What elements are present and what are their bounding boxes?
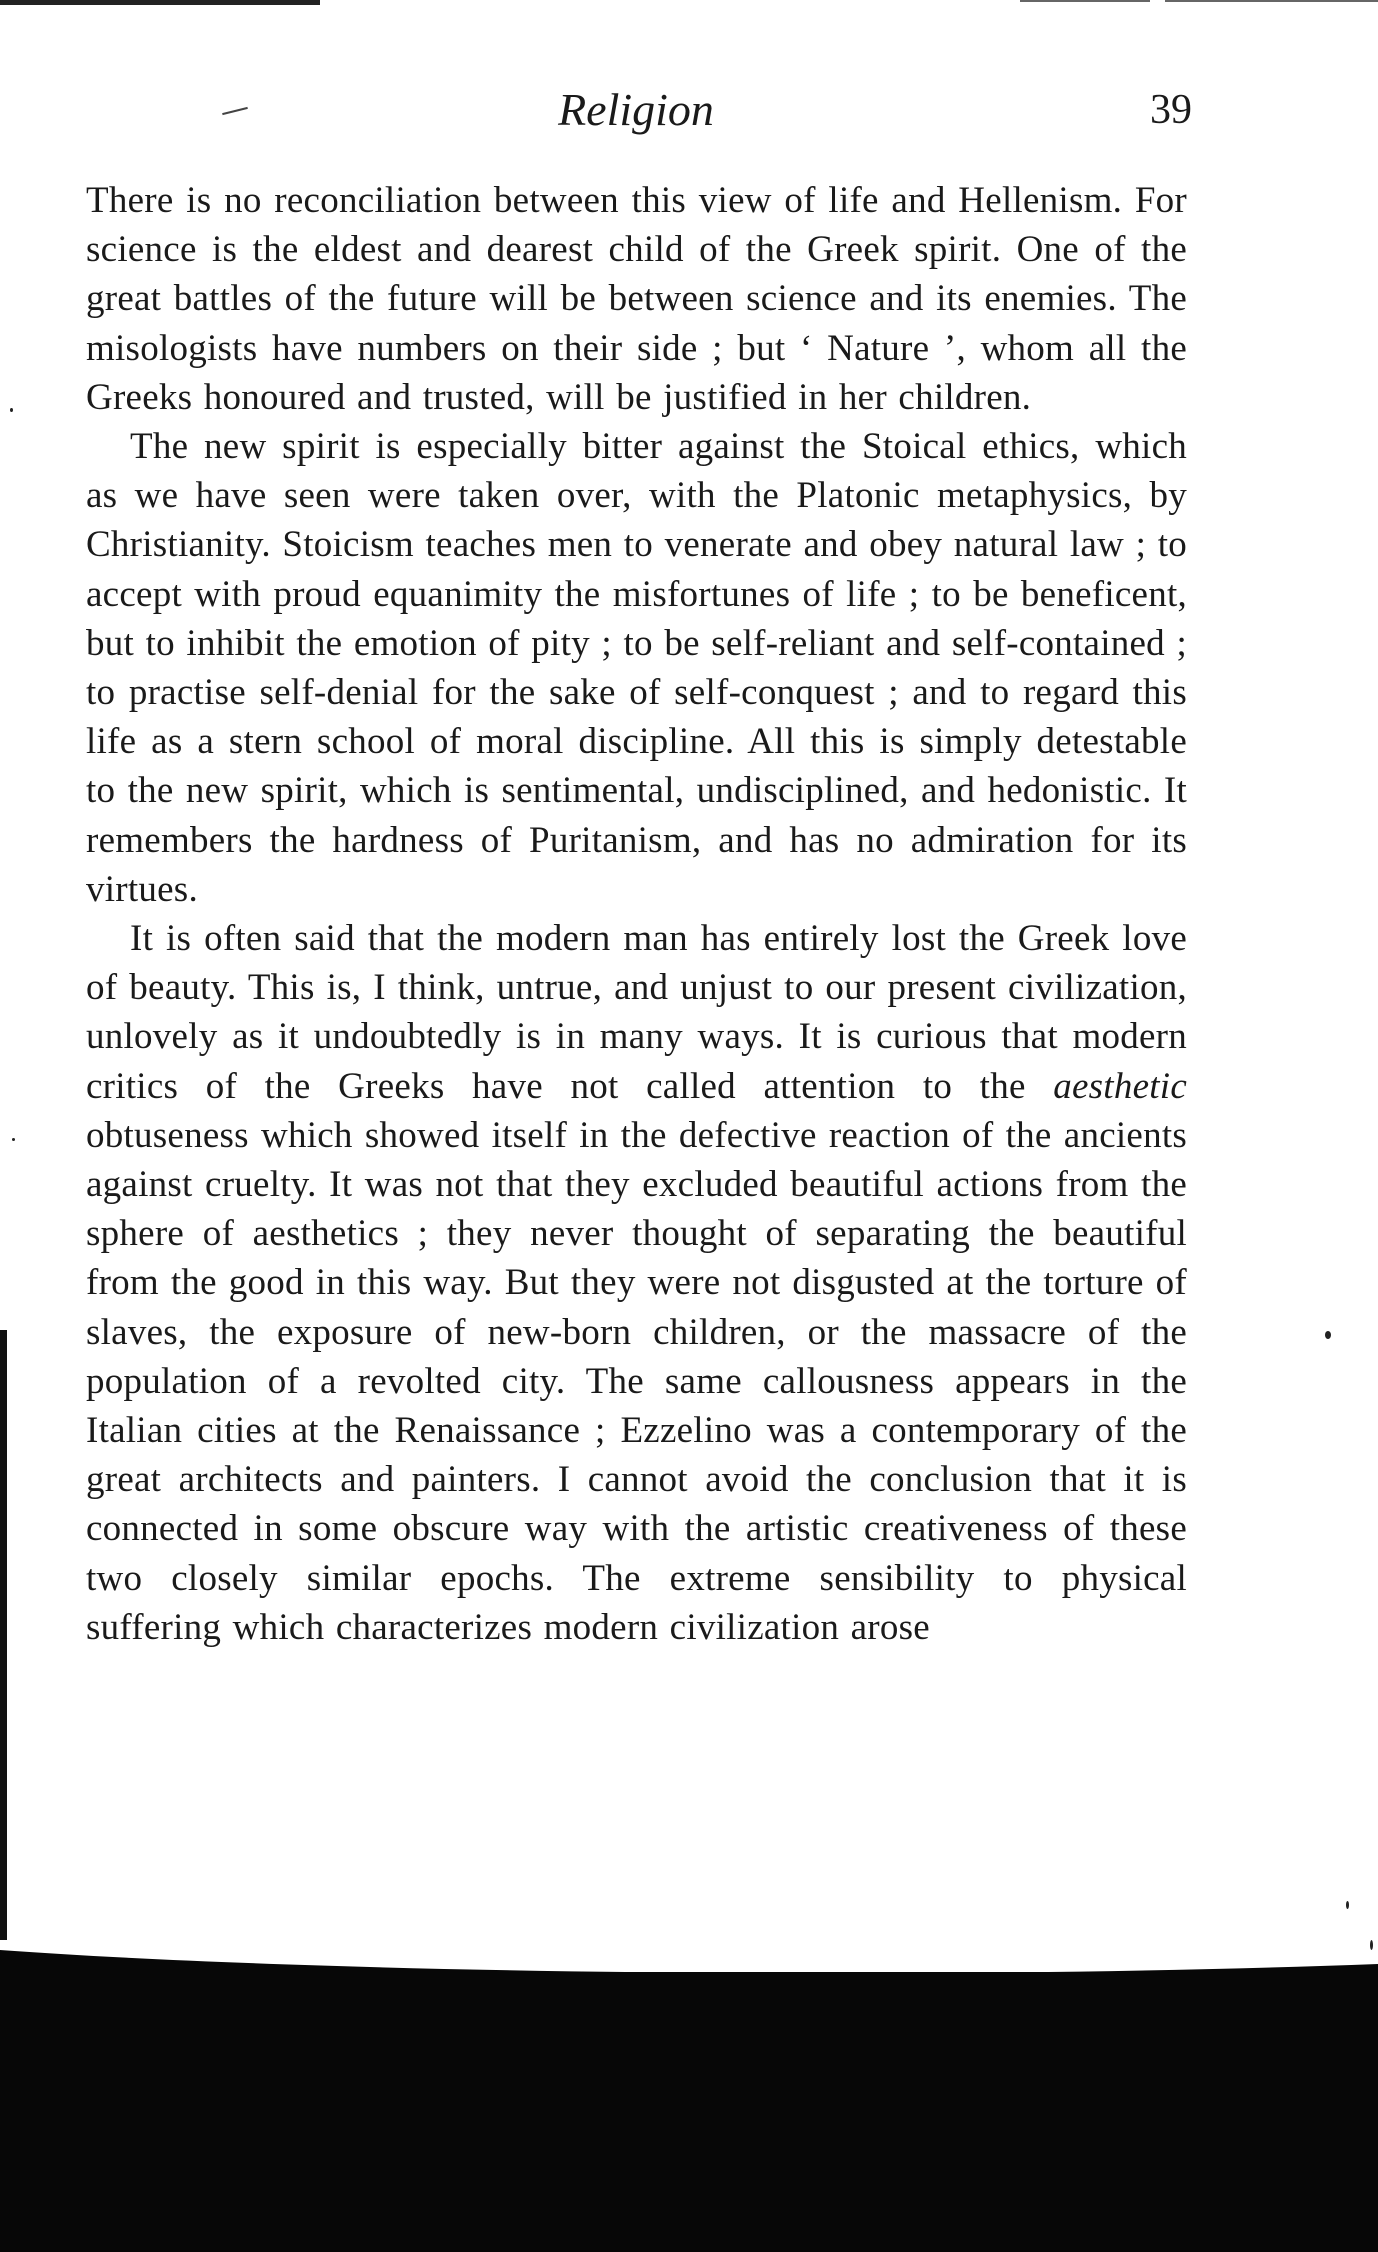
paragraph-text: It is often said that the modern man has entirely lost the Greek love of beauty. This is, I think, untrue, and unjust to our present civilization, unlovely as it undoubtedly is in many ways. It is curious that modern critics of the Greeks have not called attention to the (86, 918, 1187, 1107)
scan-speck (12, 1138, 15, 1141)
scan-speck (1370, 1940, 1373, 1950)
paragraph-text: The new spirit is especially bitter against the Stoical ethics, which as we have seen were taken over, with the Platonic metaphysics, by Christianity. Stoicism teaches men to venerate and obey natural law ; to accept with proud equanimity the misfortunes of life ; to be beneficent, but to inhibit the emotion of pity ; to be self-reliant and self-contained ; to practise self-denial for the sake of self-conquest ; and to regard this life as a stern school of moral discipline. All this is simply detestable to the new spirit, which is sentimental, undisciplined, and hedonistic. It remembers the hardness of Puritanism, and has no admiration for its virtues. (86, 426, 1187, 910)
paragraph (86, 422, 1187, 914)
body-text (86, 176, 1187, 1652)
top-edge-rule-right (1020, 0, 1150, 2)
running-title: Religion (558, 84, 714, 135)
emphasized-word: aesthetic (1053, 1065, 1187, 1107)
scan-left-edge-shadow (0, 1330, 7, 1940)
scan-speck (1325, 1331, 1331, 1339)
paragraph (86, 176, 1187, 422)
paragraph-text: There is no reconciliation between this view of life and Hellenism. For science is the eldest and dearest child of the Greek spirit. One of the great battles of the future will be between science and its enemies. The misologists have numbers on their side ; but ‘ Nature ’, whom all the Greeks honoured and trusted, will be justified in her children. (86, 180, 1187, 418)
top-edge-rule-right (1165, 0, 1378, 2)
top-edge-rule (0, 0, 320, 5)
scan-speck (1346, 1901, 1349, 1909)
page-header (80, 82, 1192, 152)
scan-speck (10, 408, 13, 412)
paragraph-text: obtuseness which showed itself in the defective reaction of the ancients against cruelty. It was not that they excluded beautiful actions from the sphere of aesthetics ; they never thought of separating the beautiful from the good in this way. But they were not disgusted at the torture of slaves, the exposure of new-born children, or the massacre of the population of a revolted city. The same callousness appears in the Italian cities at the Renaissance ; Ezzelino was a contemporary of the great architects and painters. I cannot avoid the conclusion that it is connected in some obscure way with the artistic creativeness of these two closely similar epochs. The extreme sensibility to physical suffering which characterizes modern civilization arose (86, 1114, 1187, 1648)
page-number: 39 (1150, 87, 1192, 133)
paragraph (86, 914, 1187, 1652)
scan-bottom-edge-shadow (0, 1972, 1378, 2252)
